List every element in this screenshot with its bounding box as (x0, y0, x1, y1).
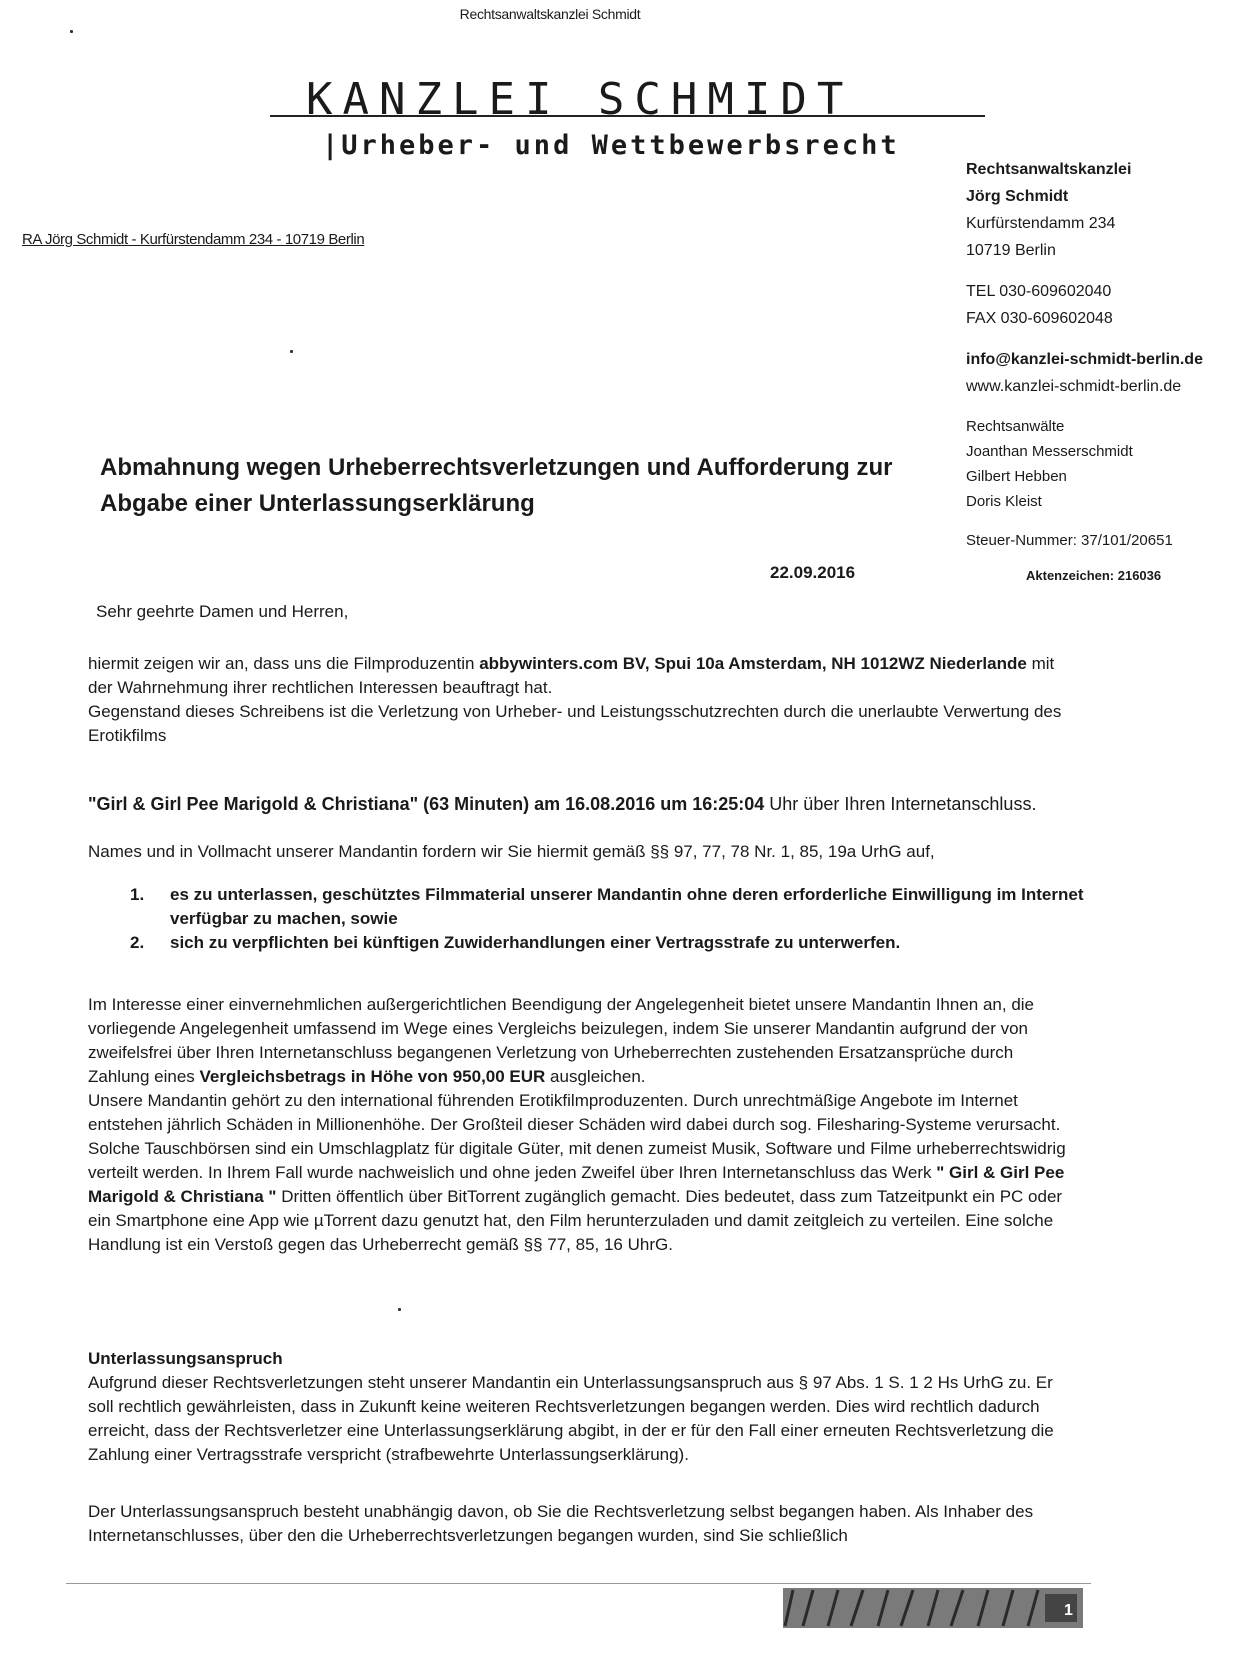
list-item (130, 931, 1090, 955)
firm-name: KANZLEI SCHMIDT (306, 74, 854, 125)
infringed-work: " Girl & Girl Pee Marigold & Christiana " (88, 1163, 1065, 1206)
firm-subtitle: |Urheber- und Wettbewerbsrecht (322, 130, 900, 161)
settlement-text: ausgleichen. (545, 1067, 646, 1086)
letter-date: 22.09.2016 (770, 563, 856, 582)
list-item-text: es zu unterlassen, geschütztes Filmmaterial unserer Mandantin ohne deren erforderliche Einwilligung im Internet verfügbar zu machen, sowie (170, 885, 1084, 928)
client-text: Unsere Mandantin gehört zu den international führenden Erotikfilmproduzenten. Durch unrechtmäßige Angebote im Internet entstehen jährlich Schäden in Millionenhöhe. Der Großteil dieser Schäden wird dabei durch sog. Filesharing-Systeme verursacht. Solche Tauschbörsen sind ein Umschlagplatz für digitale Güter, mit denen zumeist Musik, Software und Filme urheberrechtswidrig verteilt werden. In Ihrem Fall wurde nachweislich und ohne jeden Zweifel über Ihren Internetanschluss das Werk (88, 1091, 1066, 1182)
list-item-text: sich zu verpflichten bei künftigen Zuwiderhandlungen einer Vertragsstrafe zu unterwerfen. (170, 933, 901, 952)
film-title: "Girl & Girl Pee Marigold & Christiana" (63 Minuten) am 16.08.2016 um 16:25:04 (88, 794, 765, 814)
header-rule (270, 115, 985, 117)
sidebar-lawyer: Jörg Schmidt (966, 188, 1069, 205)
sidebar-website-link[interactable]: www.kanzlei-schmidt-berlin.de (966, 378, 1182, 395)
intro-text: hiermit zeigen wir an, dass uns die Filmproduzentin (88, 654, 480, 673)
sidebar-tax-number: Steuer-Nummer: 37/101/20651 (966, 532, 1173, 549)
footer-rule (66, 1583, 1091, 1584)
sidebar-attorneys-label: Rechtsanwälte (966, 418, 1065, 435)
list-item-number: 1. (130, 885, 145, 904)
sidebar-street: Kurfürstendamm 234 (966, 215, 1116, 232)
scan-artifact (783, 1588, 1083, 1628)
scan-speck (70, 30, 73, 33)
settlement-paragraph (88, 993, 1078, 1257)
film-line-rest: Uhr über Ihren Internetanschluss. (764, 794, 1037, 814)
list-item (130, 883, 1090, 931)
settlement-text: Im Interesse einer einvernehmlichen außergerichtlichen Beendigung der Angelegenheit bietet unsere Mandantin Ihnen an, die vorliegende Angelegenheit umfassend im Wege eines Vergleichs beizulegen, indem Sie unserer Mandantin aufgrund der von zweifelsfrei über Ihren Internetanschluss begangenen Verletzung von Urheberrechten zustehenden Ersatzansprüche durch Zahlung eines (88, 995, 1035, 1086)
sidebar-firm-label: Rechtsanwaltskanzlei (966, 161, 1132, 178)
page-number: 1 (1064, 1602, 1073, 1619)
list-item-number: 2. (130, 933, 145, 952)
sidebar-attorney: Gilbert Hebben (966, 468, 1067, 485)
client-name: abbywinters.com BV, Spui 10a Amsterdam, NH 1012WZ Niederlande (479, 654, 1027, 673)
letter-subject: Abmahnung wegen Urheberrechtsverletzungen und Aufforderung zur Abgabe einer Unterlassungserklärung (100, 454, 893, 517)
sidebar-attorney: Joanthan Messerschmidt (966, 443, 1133, 460)
intro-paragraph (88, 652, 1078, 748)
intro-text: mit der Wahrnehmung ihrer rechtlichen Interessen beauftragt hat. (88, 654, 1055, 697)
scan-speck (290, 350, 293, 353)
demand-list (130, 883, 1090, 955)
last-paragraph: Der Unterlassungsanspruch besteht unabhängig davon, ob Sie die Rechtsverletzung selbst begangen haben. Als Inhaber des Internetanschlusses, über den die Urheberrechtsverletzungen begangen wurden, sind Sie schließlich (88, 1502, 1034, 1545)
cease-desist-section (88, 1347, 1078, 1467)
section-heading: Unterlassungsanspruch (88, 1349, 283, 1368)
sender-return-address: RA Jörg Schmidt - Kurfürstendamm 234 - 10719 Berlin (22, 231, 365, 248)
salutation: Sehr geehrte Damen und Herren, (96, 602, 349, 621)
section-paragraph: Aufgrund dieser Rechtsverletzungen steht unserer Mandantin ein Unterlassungsanspruch aus § 97 Abs. 1 S. 1 2 Hs UrhG zu. Er soll rechtlich gewährleisten, dass in Zukunft keine weiteren Rechtsverletzungen begangen werden. Dies wird rechtlich dadurch erreicht, dass der Rechtsverletzer eine Unterlassungserklärung abgibt, in der er für den Fall einer erneuten Rechtsverletzung die Zahlung einer Vertragsstrafe verspricht (strafbewehrte Unterlassungserklärung). (88, 1373, 1054, 1464)
letterhead-sidebar (966, 156, 1216, 588)
demand-intro: Names und in Vollmacht unserer Mandantin fordern wir Sie hiermit gemäß §§ 97, 77, 78 Nr. 1, 85, 19a UrhG auf, (88, 842, 935, 861)
intro-subject-line: Gegenstand dieses Schreibens ist die Verletzung von Urheber- und Leistungsschutzrechten durch die unerlaubte Verwertung des Erotikfilms (88, 702, 1062, 745)
client-text: Dritten öffentlich über BitTorrent zugänglich gemacht. Dies bedeutet, dass zum Tatzeitpunkt ein PC oder ein Smartphone eine App wie µTorrent dazu genutzt hat, den Film herunterzuladen und damit zeitgleich zu verteilen. Eine solche Handlung ist ein Verstoß gegen das Urheberrecht gemäß §§ 77, 85, 16 UhrG. (88, 1187, 1063, 1254)
settlement-amount: Vergleichsbetrags in Höhe von 950,00 EUR (199, 1067, 546, 1086)
sidebar-attorney: Doris Kleist (966, 493, 1042, 510)
sidebar-file-reference: Aktenzeichen: 216036 (1026, 568, 1162, 583)
sidebar-city: 10719 Berlin (966, 242, 1056, 259)
sidebar-tel: TEL 030-609602040 (966, 283, 1112, 300)
sidebar-email-link[interactable]: info@kanzlei-schmidt-berlin.de (966, 351, 1203, 368)
scan-speck (398, 1308, 401, 1311)
film-line (88, 792, 1078, 816)
fax-header: Rechtsanwaltskanzlei Schmidt (459, 6, 641, 22)
sidebar-fax: FAX 030-609602048 (966, 310, 1113, 327)
